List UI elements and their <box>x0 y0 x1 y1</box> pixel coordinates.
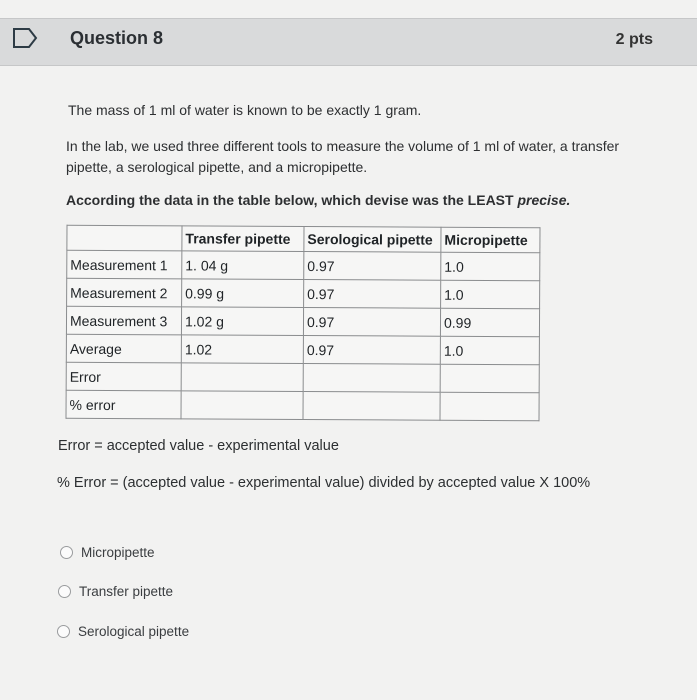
table-row <box>67 250 540 280</box>
table-cell: 1.0 <box>441 280 540 309</box>
table-cell: 1.02 <box>181 335 303 364</box>
table-header-cell <box>67 225 182 251</box>
question-title: Question 8 <box>70 28 164 48</box>
question-points: 2 pts <box>615 31 653 48</box>
answer-option-serological-pipette[interactable] <box>57 624 189 639</box>
answer-option-label: Micropipette <box>81 545 155 560</box>
table-cell: % error <box>66 390 181 419</box>
table-cell: 0.97 <box>304 252 441 281</box>
table-cell: Measurement 2 <box>67 278 182 307</box>
table-cell <box>181 363 303 392</box>
table-cell: Error <box>66 362 181 391</box>
radio-button[interactable] <box>60 546 73 559</box>
question-prompt-emphasis: precise. <box>517 192 571 208</box>
radio-button[interactable] <box>58 585 71 598</box>
table-cell <box>181 391 303 420</box>
table-cell: Measurement 1 <box>67 250 182 279</box>
flag-question-icon[interactable] <box>10 25 40 51</box>
answer-option-transfer-pipette[interactable] <box>58 584 173 599</box>
table-cell: Average <box>66 334 181 363</box>
table-cell: 1.0 <box>441 252 540 281</box>
radio-button[interactable] <box>57 625 70 638</box>
error-formula: Error = accepted value - experimental value <box>58 438 339 454</box>
table-cell: 1.0 <box>440 336 539 365</box>
question-header <box>0 18 697 66</box>
table-header-cell: Transfer pipette <box>182 226 304 252</box>
table-cell: 0.99 <box>440 308 539 337</box>
table-cell: 0.97 <box>303 308 440 337</box>
table-row <box>66 390 539 420</box>
table-cell: Measurement 3 <box>66 306 181 335</box>
table-cell: 1.02 g <box>181 307 303 336</box>
answer-option-label: Transfer pipette <box>79 584 174 599</box>
question-text-line-2: In the lab, we used three different tools to measure the volume of 1 ml of water, a transfer pipette, a serological pipette, and a micropipette. <box>66 138 620 175</box>
table-row <box>66 306 539 336</box>
table-cell <box>440 392 539 421</box>
question-prompt <box>66 192 570 208</box>
table-cell <box>440 364 539 393</box>
question-prompt-main: According the data in the table below, which devise was the LEAST <box>66 192 518 208</box>
table-cell <box>303 364 440 393</box>
table-cell: 0.97 <box>304 280 441 309</box>
table-row <box>66 362 539 392</box>
table-row <box>66 334 539 364</box>
table-header-cell: Micropipette <box>441 227 540 253</box>
table-cell <box>303 392 440 421</box>
answer-option-micropipette[interactable] <box>60 545 155 560</box>
percent-error-formula: % Error = (accepted value - experimental value) divided by accepted value X 100% <box>57 475 591 491</box>
table-header-row <box>67 225 540 252</box>
answer-option-label: Serological pipette <box>78 624 190 639</box>
table-cell: 1. 04 g <box>182 251 304 280</box>
table-row <box>67 278 540 308</box>
table-cell: 0.97 <box>303 336 440 365</box>
table-header-cell: Serological pipette <box>304 227 441 253</box>
question-text-line-1: The mass of 1 ml of water is known to be exactly 1 gram. <box>68 102 422 118</box>
table-cell: 0.99 g <box>182 279 304 308</box>
measurement-table <box>65 225 540 421</box>
